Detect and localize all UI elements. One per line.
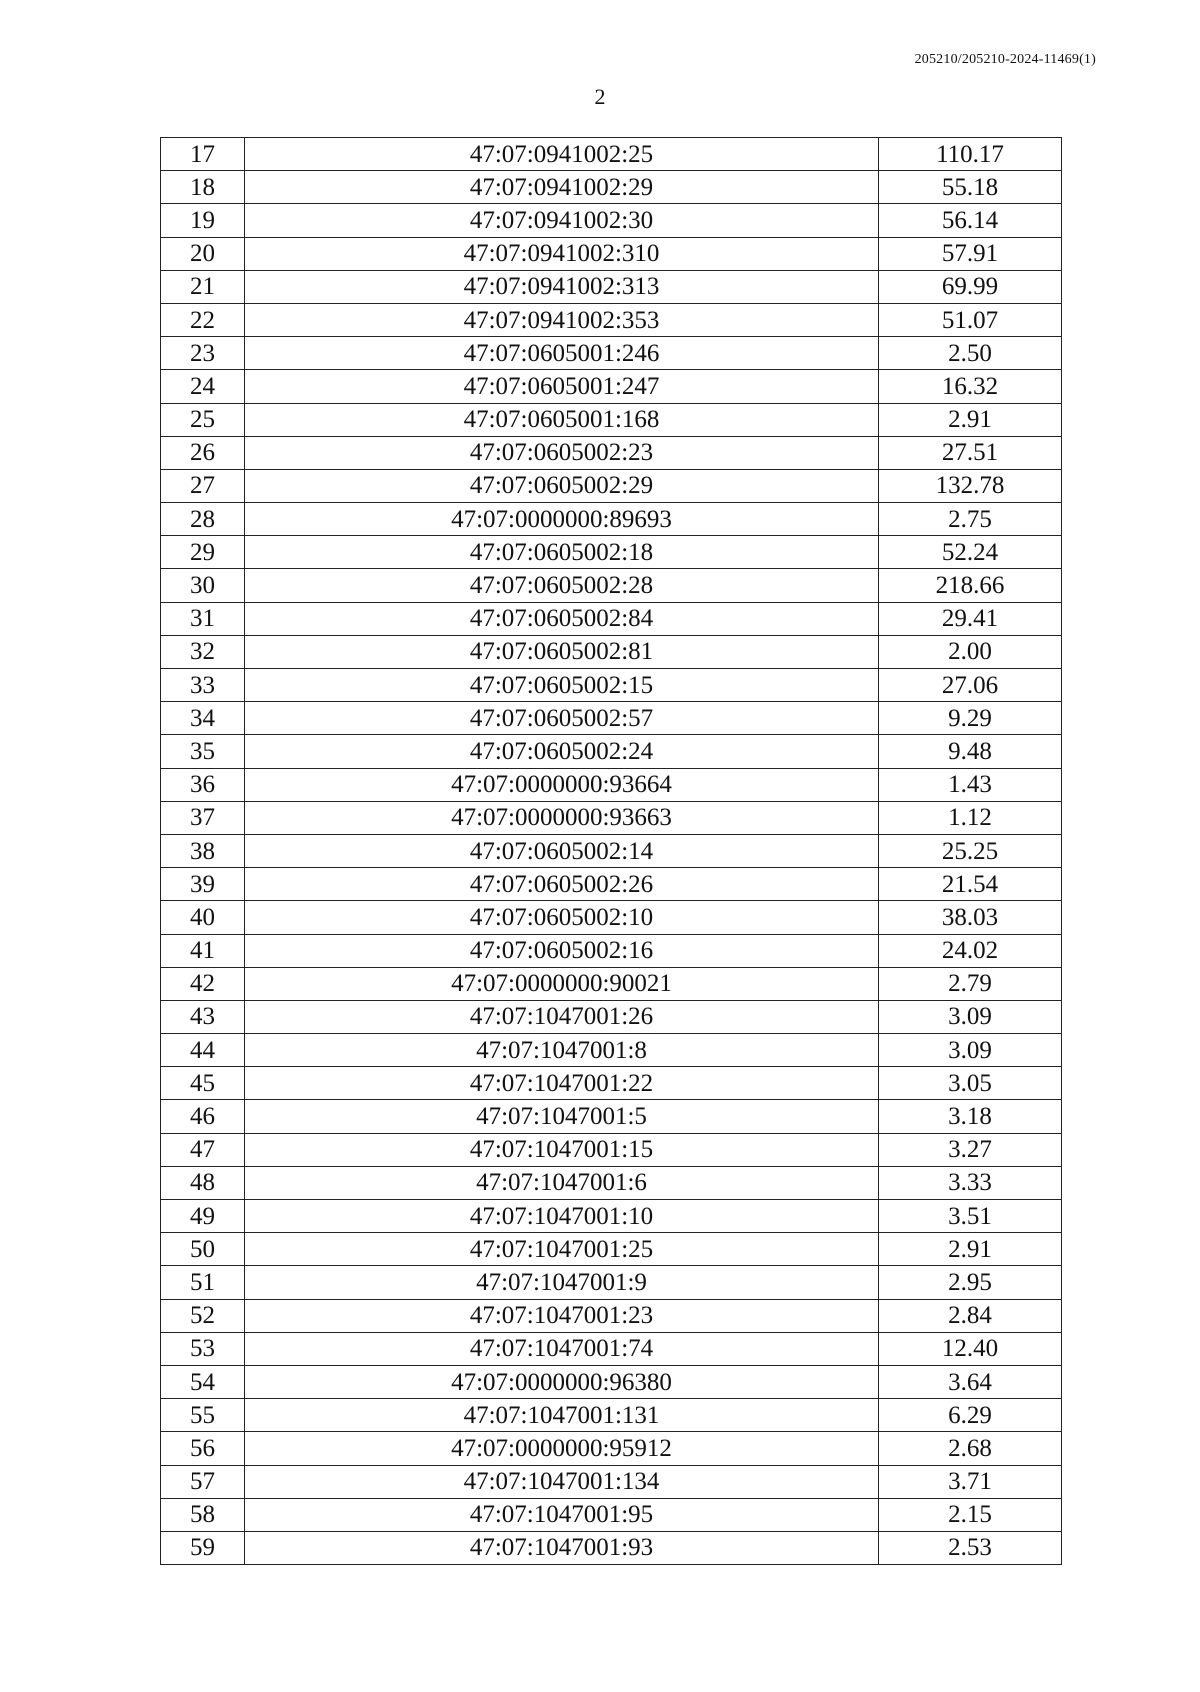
table-row	[161, 702, 1062, 735]
row-number-cell: 50	[161, 1233, 245, 1266]
cadastral-number-cell: 47:07:0605002:18	[245, 536, 879, 569]
table-row	[161, 171, 1062, 204]
area-cell: 29.41	[879, 602, 1062, 635]
row-number-cell: 47	[161, 1133, 245, 1166]
row-number-cell: 36	[161, 768, 245, 801]
cadastral-number-cell: 47:07:1047001:6	[245, 1166, 879, 1199]
row-number-cell: 56	[161, 1432, 245, 1465]
table-row	[161, 503, 1062, 536]
cadastral-number-cell: 47:07:0605001:246	[245, 337, 879, 370]
row-number-cell: 20	[161, 237, 245, 270]
cadastral-number-cell: 47:07:0000000:95912	[245, 1432, 879, 1465]
area-cell: 9.48	[879, 735, 1062, 768]
row-number-cell: 22	[161, 303, 245, 336]
row-number-cell: 45	[161, 1067, 245, 1100]
table-row	[161, 934, 1062, 967]
row-number-cell: 19	[161, 204, 245, 237]
row-number-cell: 44	[161, 1034, 245, 1067]
cadastral-number-cell: 47:07:1047001:8	[245, 1034, 879, 1067]
area-cell: 24.02	[879, 934, 1062, 967]
row-number-cell: 17	[161, 138, 245, 171]
area-cell: 2.50	[879, 337, 1062, 370]
row-number-cell: 53	[161, 1332, 245, 1365]
row-number-cell: 57	[161, 1465, 245, 1498]
table-row	[161, 370, 1062, 403]
cadastral-number-cell: 47:07:0941002:29	[245, 171, 879, 204]
area-cell: 56.14	[879, 204, 1062, 237]
table-row	[161, 1365, 1062, 1398]
cadastral-number-cell: 47:07:0605001:168	[245, 403, 879, 436]
table-row	[161, 403, 1062, 436]
cadastral-number-cell: 47:07:1047001:93	[245, 1531, 879, 1564]
row-number-cell: 46	[161, 1100, 245, 1133]
row-number-cell: 18	[161, 171, 245, 204]
area-cell: 1.12	[879, 801, 1062, 834]
cadastral-number-cell: 47:07:1047001:15	[245, 1133, 879, 1166]
cadastral-number-cell: 47:07:0605002:14	[245, 834, 879, 867]
row-number-cell: 48	[161, 1166, 245, 1199]
table-row	[161, 337, 1062, 370]
cadastral-number-cell: 47:07:1047001:95	[245, 1498, 879, 1531]
cadastral-number-cell: 47:07:0605002:24	[245, 735, 879, 768]
area-cell: 27.51	[879, 436, 1062, 469]
table-row	[161, 602, 1062, 635]
table-row	[161, 204, 1062, 237]
cadastral-number-cell: 47:07:0605002:23	[245, 436, 879, 469]
table-row	[161, 138, 1062, 171]
parcels-table	[160, 137, 1062, 1565]
area-cell: 9.29	[879, 702, 1062, 735]
area-cell: 3.09	[879, 1034, 1062, 1067]
row-number-cell: 42	[161, 967, 245, 1000]
area-cell: 3.27	[879, 1133, 1062, 1166]
row-number-cell: 40	[161, 901, 245, 934]
area-cell: 51.07	[879, 303, 1062, 336]
area-cell: 2.84	[879, 1299, 1062, 1332]
cadastral-number-cell: 47:07:1047001:9	[245, 1266, 879, 1299]
cadastral-number-cell: 47:07:1047001:26	[245, 1000, 879, 1033]
area-cell: 6.29	[879, 1399, 1062, 1432]
area-cell: 25.25	[879, 834, 1062, 867]
area-cell: 27.06	[879, 669, 1062, 702]
area-cell: 2.53	[879, 1531, 1062, 1564]
area-cell: 3.71	[879, 1465, 1062, 1498]
table-row	[161, 635, 1062, 668]
row-number-cell: 23	[161, 337, 245, 370]
table-row	[161, 1332, 1062, 1365]
table-row	[161, 1133, 1062, 1166]
table-row	[161, 1000, 1062, 1033]
row-number-cell: 58	[161, 1498, 245, 1531]
row-number-cell: 29	[161, 536, 245, 569]
row-number-cell: 55	[161, 1399, 245, 1432]
cadastral-number-cell: 47:07:0941002:353	[245, 303, 879, 336]
row-number-cell: 39	[161, 868, 245, 901]
area-cell: 3.09	[879, 1000, 1062, 1033]
cadastral-number-cell: 47:07:0000000:93664	[245, 768, 879, 801]
table-row	[161, 801, 1062, 834]
area-cell: 57.91	[879, 237, 1062, 270]
area-cell: 3.33	[879, 1166, 1062, 1199]
table-row	[161, 436, 1062, 469]
row-number-cell: 28	[161, 503, 245, 536]
table-row	[161, 901, 1062, 934]
row-number-cell: 52	[161, 1299, 245, 1332]
row-number-cell: 24	[161, 370, 245, 403]
table-row	[161, 1233, 1062, 1266]
area-cell: 110.17	[879, 138, 1062, 171]
area-cell: 2.68	[879, 1432, 1062, 1465]
row-number-cell: 33	[161, 669, 245, 702]
cadastral-number-cell: 47:07:0941002:313	[245, 270, 879, 303]
row-number-cell: 35	[161, 735, 245, 768]
area-cell: 52.24	[879, 536, 1062, 569]
table-row	[161, 1531, 1062, 1564]
table-container	[160, 137, 1062, 1565]
cadastral-number-cell: 47:07:0941002:310	[245, 237, 879, 270]
area-cell: 69.99	[879, 270, 1062, 303]
area-cell: 2.95	[879, 1266, 1062, 1299]
row-number-cell: 38	[161, 834, 245, 867]
area-cell: 3.18	[879, 1100, 1062, 1133]
row-number-cell: 34	[161, 702, 245, 735]
cadastral-number-cell: 47:07:0605002:29	[245, 469, 879, 502]
table-row	[161, 536, 1062, 569]
row-number-cell: 37	[161, 801, 245, 834]
area-cell: 2.91	[879, 1233, 1062, 1266]
cadastral-number-cell: 47:07:0605002:81	[245, 635, 879, 668]
table-row	[161, 1034, 1062, 1067]
cadastral-number-cell: 47:07:0941002:25	[245, 138, 879, 171]
table-row	[161, 1432, 1062, 1465]
row-number-cell: 25	[161, 403, 245, 436]
cadastral-number-cell: 47:07:0605002:26	[245, 868, 879, 901]
cadastral-number-cell: 47:07:1047001:5	[245, 1100, 879, 1133]
table-row	[161, 569, 1062, 602]
row-number-cell: 43	[161, 1000, 245, 1033]
table-row	[161, 1498, 1062, 1531]
area-cell: 16.32	[879, 370, 1062, 403]
area-cell: 12.40	[879, 1332, 1062, 1365]
cadastral-number-cell: 47:07:0605002:10	[245, 901, 879, 934]
cadastral-number-cell: 47:07:0941002:30	[245, 204, 879, 237]
cadastral-number-cell: 47:07:0605001:247	[245, 370, 879, 403]
table-row	[161, 270, 1062, 303]
table-row	[161, 237, 1062, 270]
area-cell: 2.15	[879, 1498, 1062, 1531]
table-row	[161, 1266, 1062, 1299]
table-row	[161, 1200, 1062, 1233]
page-number: 2	[594, 84, 606, 109]
area-cell: 2.75	[879, 503, 1062, 536]
table-body	[161, 138, 1062, 1565]
area-cell: 2.91	[879, 403, 1062, 436]
row-number-cell: 41	[161, 934, 245, 967]
area-cell: 3.64	[879, 1365, 1062, 1398]
cadastral-number-cell: 47:07:0605002:57	[245, 702, 879, 735]
area-cell: 21.54	[879, 868, 1062, 901]
cadastral-number-cell: 47:07:1047001:23	[245, 1299, 879, 1332]
document-reference: 205210/205210-2024-11469(1)	[914, 52, 1096, 67]
row-number-cell: 32	[161, 635, 245, 668]
area-cell: 2.79	[879, 967, 1062, 1000]
table-row	[161, 868, 1062, 901]
row-number-cell: 49	[161, 1200, 245, 1233]
cadastral-number-cell: 47:07:0605002:28	[245, 569, 879, 602]
table-row	[161, 1067, 1062, 1100]
table-row	[161, 768, 1062, 801]
cadastral-number-cell: 47:07:1047001:25	[245, 1233, 879, 1266]
table-row	[161, 1399, 1062, 1432]
area-cell: 1.43	[879, 768, 1062, 801]
cadastral-number-cell: 47:07:0605002:15	[245, 669, 879, 702]
cadastral-number-cell: 47:07:0605002:84	[245, 602, 879, 635]
area-cell: 55.18	[879, 171, 1062, 204]
table-row	[161, 1166, 1062, 1199]
table-row	[161, 967, 1062, 1000]
area-cell: 218.66	[879, 569, 1062, 602]
area-cell: 38.03	[879, 901, 1062, 934]
area-cell: 3.05	[879, 1067, 1062, 1100]
cadastral-number-cell: 47:07:1047001:74	[245, 1332, 879, 1365]
table-row	[161, 469, 1062, 502]
table-row	[161, 1100, 1062, 1133]
table-row	[161, 303, 1062, 336]
cadastral-number-cell: 47:07:1047001:22	[245, 1067, 879, 1100]
area-cell: 3.51	[879, 1200, 1062, 1233]
cadastral-number-cell: 47:07:0605002:16	[245, 934, 879, 967]
table-row	[161, 669, 1062, 702]
row-number-cell: 31	[161, 602, 245, 635]
cadastral-number-cell: 47:07:0000000:96380	[245, 1365, 879, 1398]
row-number-cell: 21	[161, 270, 245, 303]
cadastral-number-cell: 47:07:1047001:131	[245, 1399, 879, 1432]
area-cell: 132.78	[879, 469, 1062, 502]
row-number-cell: 51	[161, 1266, 245, 1299]
row-number-cell: 54	[161, 1365, 245, 1398]
table-row	[161, 1465, 1062, 1498]
table-row	[161, 735, 1062, 768]
cadastral-number-cell: 47:07:0000000:93663	[245, 801, 879, 834]
cadastral-number-cell: 47:07:0000000:89693	[245, 503, 879, 536]
row-number-cell: 27	[161, 469, 245, 502]
cadastral-number-cell: 47:07:0000000:90021	[245, 967, 879, 1000]
row-number-cell: 30	[161, 569, 245, 602]
cadastral-number-cell: 47:07:1047001:134	[245, 1465, 879, 1498]
table-row	[161, 834, 1062, 867]
table-row	[161, 1299, 1062, 1332]
row-number-cell: 59	[161, 1531, 245, 1564]
area-cell: 2.00	[879, 635, 1062, 668]
row-number-cell: 26	[161, 436, 245, 469]
cadastral-number-cell: 47:07:1047001:10	[245, 1200, 879, 1233]
